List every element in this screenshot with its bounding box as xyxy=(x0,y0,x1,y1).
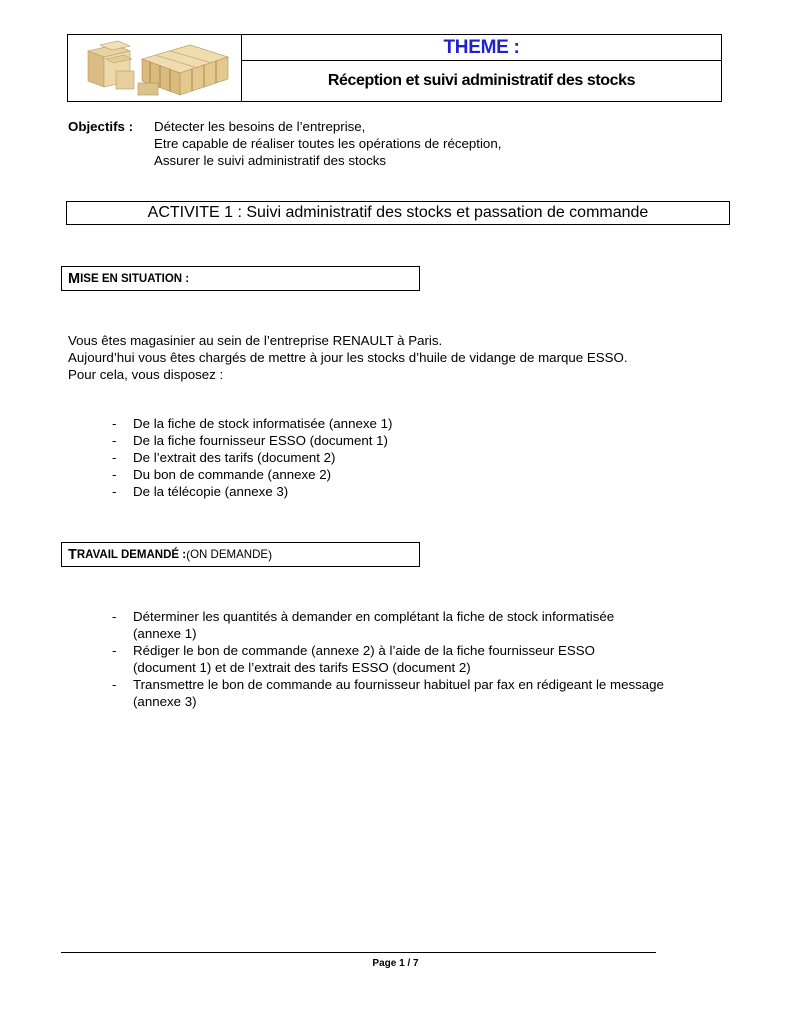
documents-list xyxy=(112,415,392,500)
header-title-cell xyxy=(242,35,721,101)
list-item-text: De la fiche de stock informatisée (annexe 1) xyxy=(133,416,393,431)
list-item xyxy=(112,449,392,466)
paragraph-line: Vous êtes magasinier au sein de l’entreprise RENAULT à Paris. xyxy=(68,333,443,348)
objectifs-label: Objectifs : xyxy=(68,119,134,134)
section-title-initial: M xyxy=(68,270,81,287)
list-item-line: (annexe 3) xyxy=(133,694,197,709)
list-item-text: De la fiche fournisseur ESSO (document 1) xyxy=(133,433,388,448)
list-marker: - xyxy=(112,677,117,692)
list-marker: - xyxy=(112,450,117,465)
list-item xyxy=(112,676,664,710)
section-title-rest: RAVAIL DEMANDÉ : xyxy=(76,548,187,561)
section-note-paren-open: ( xyxy=(186,547,191,562)
list-item-text: De l’extrait des tarifs (document 2) xyxy=(133,450,336,465)
list-item-line: Rédiger le bon de commande (annexe 2) à l’aide de la fiche fournisseur ESSO xyxy=(133,643,595,658)
list-item xyxy=(112,642,664,676)
section-note: ON DEMANDE xyxy=(190,548,269,561)
list-item-line: Transmettre le bon de commande au fournisseur habituel par fax en rédigeant le message xyxy=(133,677,664,692)
list-marker: - xyxy=(112,484,117,499)
list-item-text: Du bon de commande (annexe 2) xyxy=(133,467,332,482)
theme-subtitle: Réception et suivi administratif des stocks xyxy=(327,72,636,89)
section-travail-demande xyxy=(61,542,420,567)
wooden-crates-image xyxy=(80,37,230,99)
page-number: Page 1 / 7 xyxy=(372,958,419,969)
list-item-text xyxy=(133,676,664,710)
list-item-line: (document 1) et de l’extrait des tarifs ESSO (document 2) xyxy=(133,660,471,675)
list-item-text xyxy=(133,642,595,676)
list-item xyxy=(112,608,664,642)
objectif-item: Détecter les besoins de l’entreprise, xyxy=(154,119,366,134)
activity-title-box: ACTIVITE 1 : Suivi administratif des stocks et passation de commande xyxy=(66,201,730,225)
section-title-initial: T xyxy=(68,546,77,563)
section-note-paren-close: ) xyxy=(268,547,273,562)
list-marker: - xyxy=(112,467,117,482)
situation-paragraph xyxy=(68,332,628,383)
list-marker: - xyxy=(112,416,117,431)
objectifs-block xyxy=(68,118,501,169)
section-title-rest: ISE EN SITUATION : xyxy=(80,272,190,285)
header-table xyxy=(67,34,722,102)
list-item xyxy=(112,415,392,432)
list-marker: - xyxy=(112,609,117,624)
list-item-text xyxy=(133,608,614,642)
list-item-line: Déterminer les quantités à demander en complétant la fiche de stock informatisée xyxy=(133,609,615,624)
list-item xyxy=(112,432,392,449)
list-item xyxy=(112,466,392,483)
list-item-line: (annexe 1) xyxy=(133,626,197,641)
logo-cell xyxy=(68,35,242,101)
theme-heading: THEME : xyxy=(242,35,721,61)
objectif-item: Assurer le suivi administratif des stocks xyxy=(154,153,387,168)
paragraph-line: Aujourd’hui vous êtes chargés de mettre à jour les stocks d’huile de vidange de marque ESSO. xyxy=(68,350,628,365)
section-mise-en-situation xyxy=(61,266,420,291)
objectifs-list xyxy=(154,118,501,169)
list-item xyxy=(112,483,392,500)
paragraph-line: Pour cela, vous disposez : xyxy=(68,367,224,382)
objectif-item: Etre capable de réaliser toutes les opérations de réception, xyxy=(154,136,502,151)
footer-rule xyxy=(61,952,656,953)
list-marker: - xyxy=(112,433,117,448)
list-marker: - xyxy=(112,643,117,658)
list-item-text: De la télécopie (annexe 3) xyxy=(133,484,289,499)
tasks-list xyxy=(112,608,664,710)
